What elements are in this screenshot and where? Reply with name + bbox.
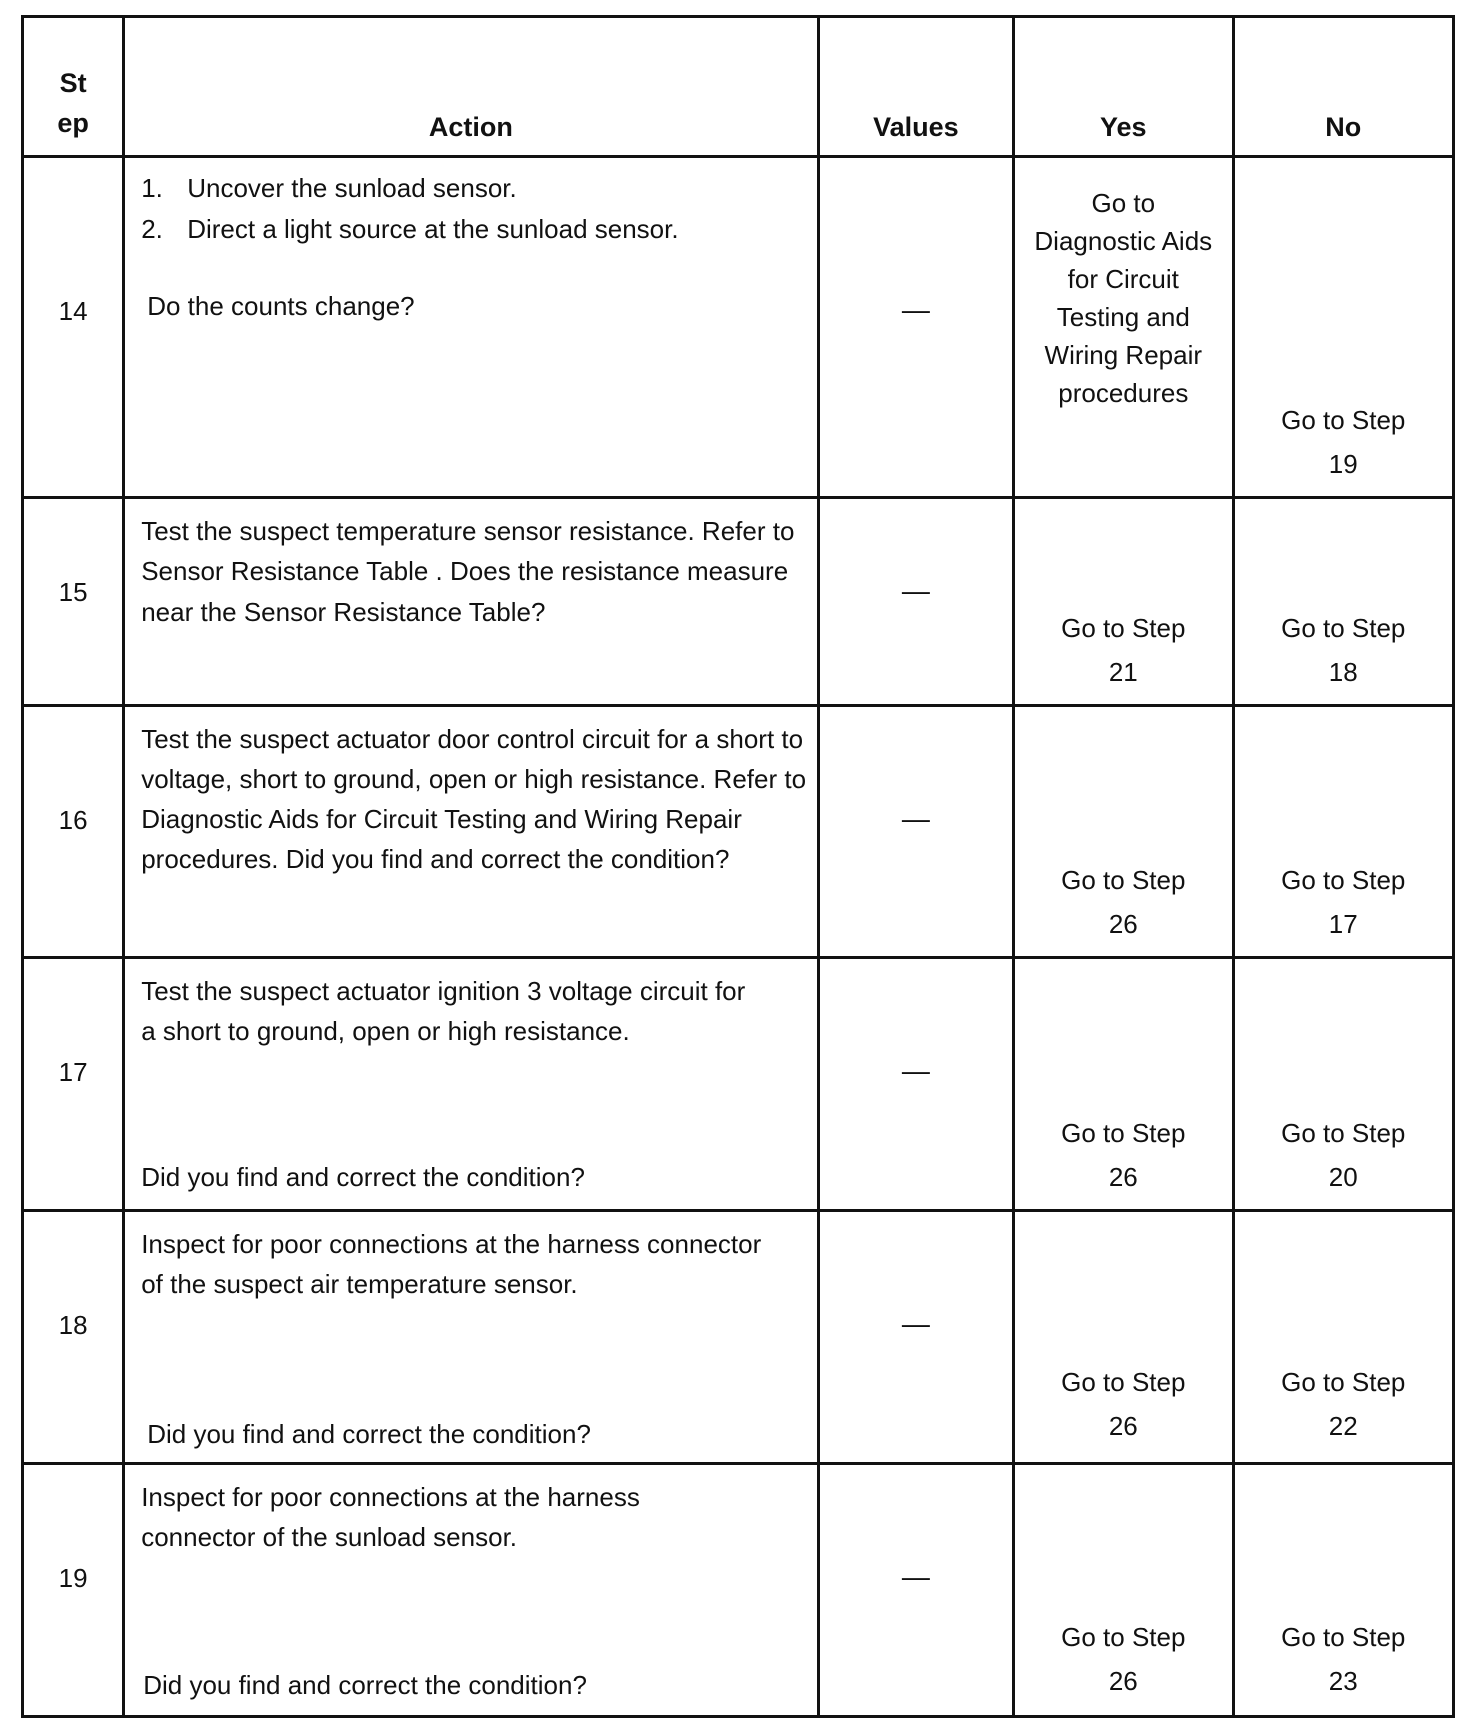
no-link[interactable]: Go to Step 22 — [1281, 1367, 1406, 1442]
table-row — [23, 958, 1454, 1211]
yes-cell — [1014, 1210, 1233, 1464]
step-cell — [23, 958, 124, 1211]
values-cell — [818, 705, 1013, 958]
header-action: Action — [124, 17, 818, 157]
table-row — [23, 1210, 1454, 1464]
yes-cell — [1014, 156, 1233, 497]
yes-cell — [1014, 958, 1233, 1211]
yes-link[interactable]: Go to Diagnostic Aids for Circuit Testing and Wiring Repair procedures — [1034, 187, 1213, 408]
action-question: Do the counts change? — [147, 290, 415, 321]
no-link[interactable]: Go to Step 23 — [1281, 1622, 1406, 1696]
table-row — [23, 497, 1454, 705]
header-step-line1: St — [59, 67, 87, 98]
no-cell — [1233, 958, 1453, 1211]
step-cell — [23, 1464, 124, 1717]
step-number: 19 — [58, 1563, 88, 1594]
action-question: Did you find and correct the condition? — [143, 1670, 587, 1700]
step-cell — [23, 1210, 124, 1464]
values-text: — — [901, 574, 930, 606]
diagnostic-table — [21, 15, 1455, 1718]
step-number: 18 — [58, 1309, 88, 1340]
action-text: Test the suspect actuator ignition 3 voltage circuit for a short to ground, open or high resistance. — [141, 976, 746, 1047]
action-text: Inspect for poor connections at the harness connector of the suspect air temperature sensor. — [141, 1228, 762, 1299]
yes-link[interactable]: Go to Step 21 — [1061, 612, 1186, 687]
step-number: 16 — [58, 804, 88, 835]
action-cell — [124, 156, 818, 497]
header-values: Values — [818, 17, 1013, 157]
values-cell — [818, 958, 1013, 1211]
step-number: 15 — [58, 576, 88, 607]
action-cell — [124, 705, 818, 958]
table-row — [23, 156, 1454, 497]
header-step — [23, 17, 124, 157]
step-number: 17 — [58, 1057, 88, 1088]
no-cell — [1233, 1210, 1453, 1464]
values-text: — — [901, 1055, 930, 1087]
values-text: — — [901, 293, 930, 325]
yes-cell — [1014, 705, 1233, 958]
no-link[interactable]: Go to Step 17 — [1281, 865, 1406, 940]
header-row — [23, 17, 1454, 157]
yes-cell — [1014, 1464, 1233, 1717]
action-cell — [124, 958, 818, 1211]
yes-link[interactable]: Go to Step 26 — [1061, 1367, 1186, 1442]
no-link[interactable]: Go to Step 18 — [1281, 612, 1406, 687]
values-cell — [818, 156, 1013, 497]
values-text: — — [901, 1307, 930, 1339]
values-text: — — [901, 802, 930, 834]
yes-link[interactable]: Go to Step 26 — [1061, 1622, 1186, 1696]
action-text: Test the suspect actuator door control circuit for a short to voltage, short to ground, open or high resistance. Refer to Diagnostic Aids for Circuit Testing and Wiring Repair procedures. Did you find and correct the condition? — [141, 723, 807, 874]
no-link[interactable]: Go to Step 20 — [1281, 1117, 1406, 1192]
step-cell — [23, 705, 124, 958]
step-cell — [23, 156, 124, 497]
values-cell — [818, 497, 1013, 705]
action-text: Test the suspect temperature sensor resistance. Refer to Sensor Resistance Table . Does the resistance measure near the Sensor Resistance Table? — [141, 515, 795, 627]
header-no: No — [1233, 17, 1453, 157]
table-row — [23, 705, 1454, 958]
header-step-line2: ep — [57, 107, 89, 138]
no-cell — [1233, 705, 1453, 958]
action-cell — [124, 497, 818, 705]
yes-cell — [1014, 497, 1233, 705]
step-number: 14 — [58, 295, 88, 326]
yes-link[interactable]: Go to Step 26 — [1061, 865, 1186, 940]
action-list — [141, 168, 806, 250]
no-cell — [1233, 156, 1453, 497]
list-item: 1. Uncover the sunload sensor. — [141, 172, 517, 203]
yes-link[interactable]: Go to Step 26 — [1061, 1117, 1186, 1192]
step-cell — [23, 497, 124, 705]
values-text: — — [901, 1561, 930, 1593]
no-cell — [1233, 1464, 1453, 1717]
table-row — [23, 1464, 1454, 1717]
action-text: Inspect for poor connections at the harness connector of the sunload sensor. — [141, 1482, 640, 1553]
action-cell — [124, 1464, 818, 1717]
values-cell — [818, 1210, 1013, 1464]
list-item: 2. Direct a light source at the sunload sensor. — [141, 213, 679, 244]
values-cell — [818, 1464, 1013, 1717]
action-cell — [124, 1210, 818, 1464]
action-question: Did you find and correct the condition? — [147, 1419, 591, 1450]
header-yes: Yes — [1014, 17, 1233, 157]
no-link[interactable]: Go to Step 19 — [1281, 404, 1406, 479]
action-question: Did you find and correct the condition? — [141, 1161, 585, 1192]
no-cell — [1233, 497, 1453, 705]
